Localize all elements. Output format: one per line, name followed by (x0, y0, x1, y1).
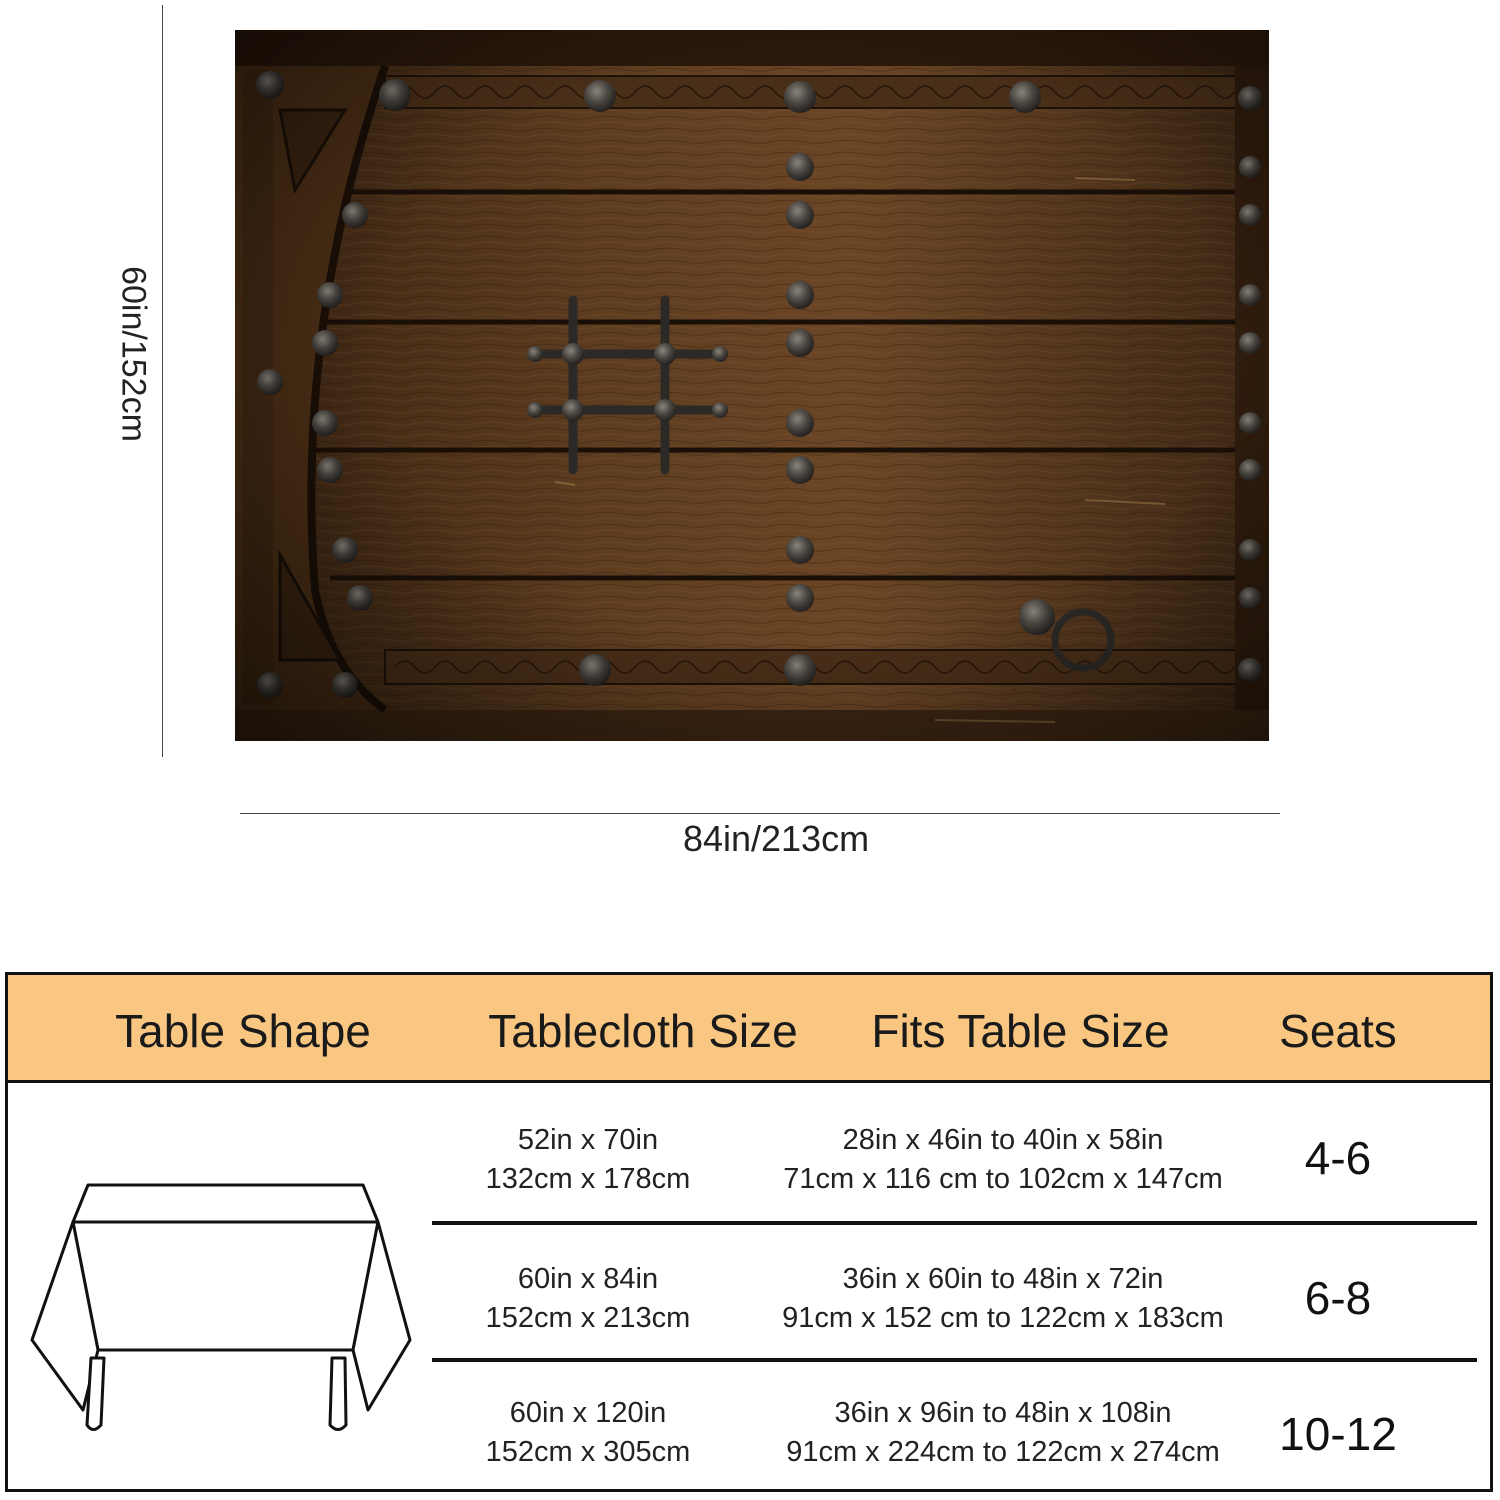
row2-tablecloth-cm: 152cm x 213cm (485, 1302, 691, 1334)
header-fits-table-size: Fits Table Size (871, 1005, 1170, 1057)
row3-tablecloth-cm: 152cm x 305cm (485, 1436, 691, 1468)
table-header-row (8, 975, 1490, 1083)
row1-fits-in: 28in x 46in to 40in x 58in (842, 1124, 1164, 1156)
row2-seats: 6-8 (1304, 1272, 1372, 1324)
height-dimension-text: 60in/152cm (114, 266, 153, 442)
height-dimension-line (162, 5, 163, 757)
row3-fits-cm: 91cm x 224cm to 122cm x 274cm (786, 1436, 1220, 1468)
row-divider (432, 1221, 1477, 1225)
rectangular-tablecloth-icon (28, 1180, 418, 1436)
row1-seats: 4-6 (1304, 1132, 1372, 1184)
row2-tablecloth-in: 60in x 84in (517, 1263, 659, 1295)
door-tablecloth-image (235, 30, 1269, 741)
size-chart-table (5, 972, 1493, 1492)
row1-tablecloth-in: 52in x 70in (517, 1124, 659, 1156)
row1-tablecloth-cm: 132cm x 178cm (485, 1163, 691, 1195)
header-seats: Seats (1279, 1005, 1397, 1057)
row2-fits-in: 36in x 60in to 48in x 72in (842, 1263, 1164, 1295)
row-divider (432, 1358, 1477, 1362)
row1-fits-cm: 71cm x 116 cm to 102cm x 147cm (783, 1163, 1223, 1195)
header-tablecloth-size: Tablecloth Size (488, 1005, 798, 1057)
row3-seats: 10-12 (1279, 1408, 1397, 1460)
row2-fits-cm: 91cm x 152 cm to 122cm x 183cm (782, 1302, 1224, 1334)
header-table-shape: Table Shape (115, 1005, 371, 1057)
row3-tablecloth-in: 60in x 120in (509, 1397, 667, 1429)
width-dimension-line (240, 813, 1280, 814)
row3-fits-in: 36in x 96in to 48in x 108in (834, 1397, 1172, 1429)
width-dimension-label: 84in/213cm (682, 818, 870, 859)
